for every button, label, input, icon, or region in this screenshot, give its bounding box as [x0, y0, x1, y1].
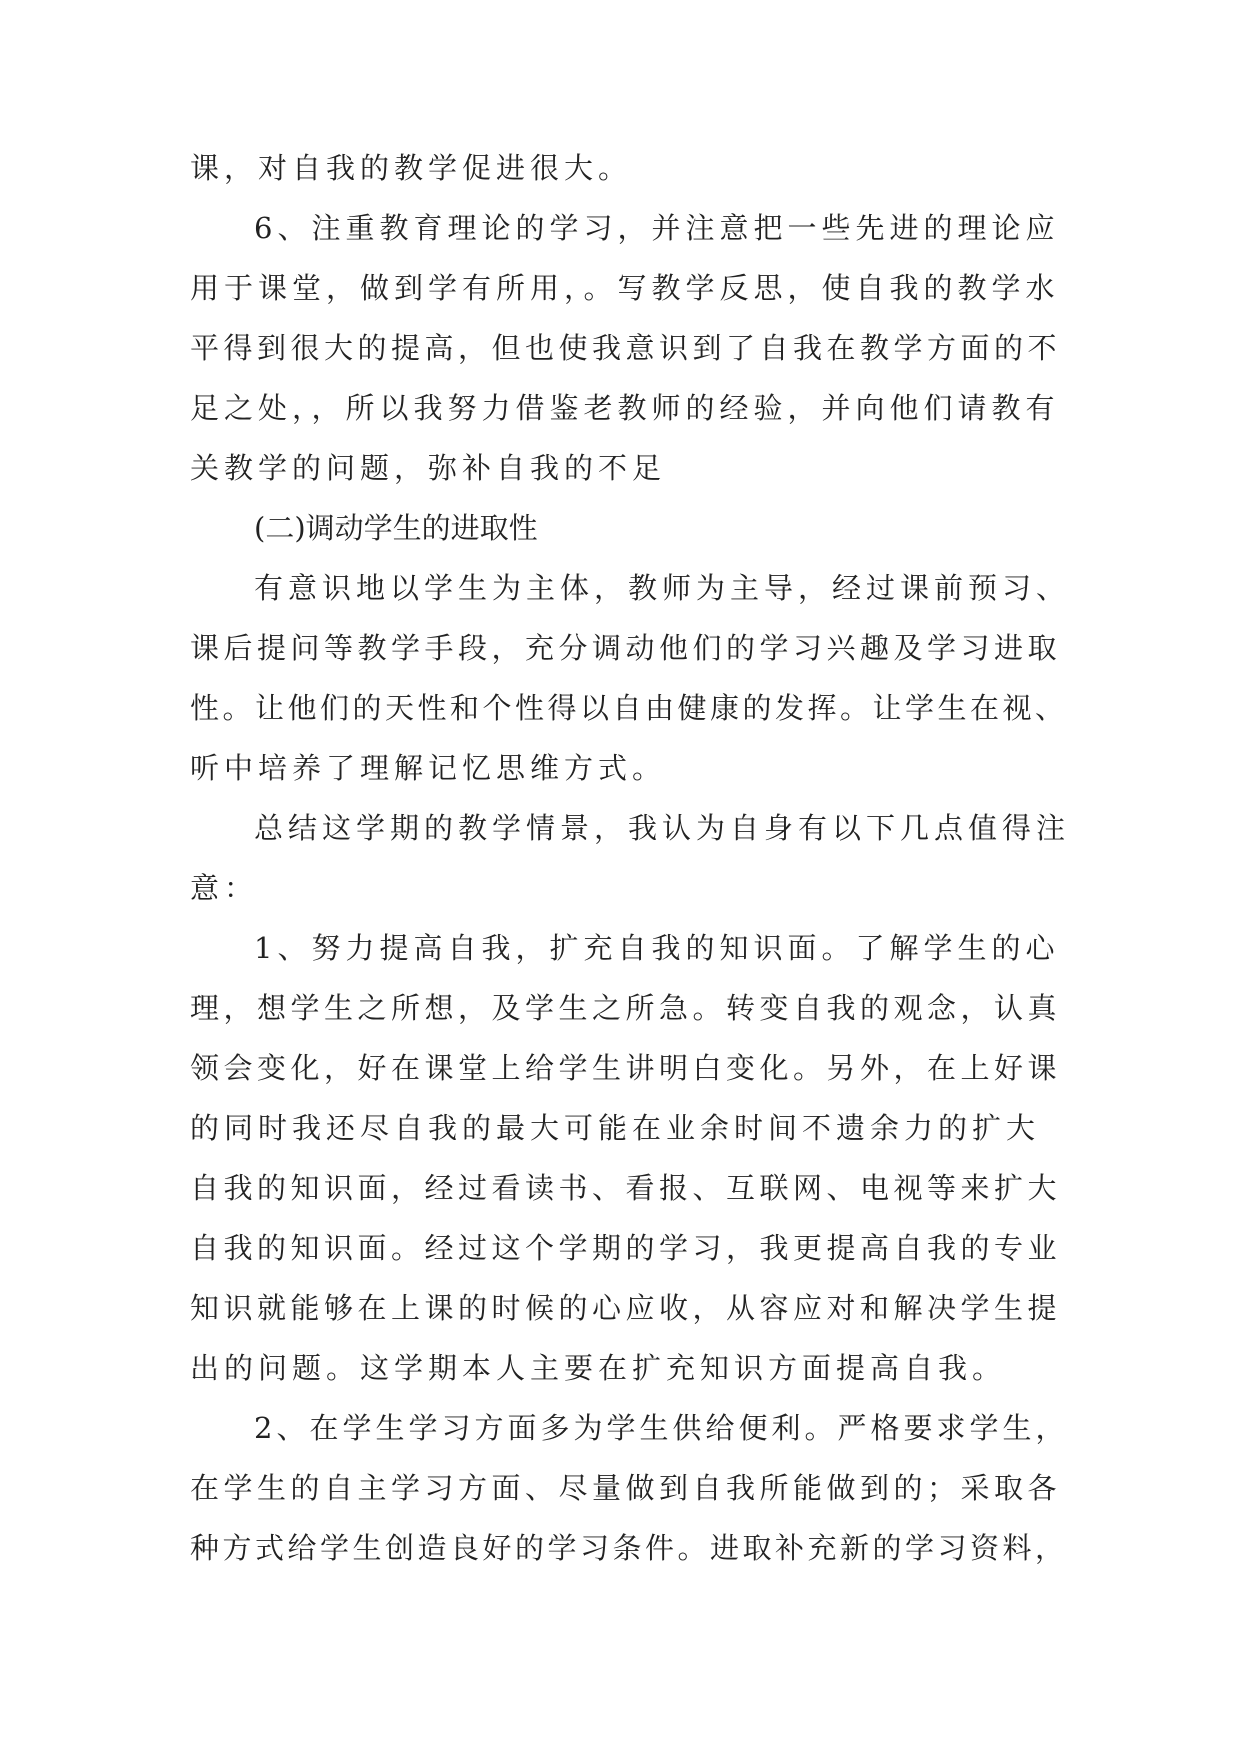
text-line-5: 足之处，，所以我努力借鉴老教师的经验，并向他们请教有 — [190, 391, 1060, 425]
text-line-9: 课后提问等教学手段，充分调动他们的学习兴趣及学习进取 — [190, 631, 1062, 665]
text-line-22: 2、在学生学习方面多为学生供给便利。严格要求学生， — [254, 1411, 1069, 1445]
text-line-23: 在学生的自主学习方面、尽量做到自我所能做到的；采取各 — [190, 1471, 1062, 1505]
text-line-13: 意： — [190, 871, 259, 905]
text-line-24: 种方式给学生创造良好的学习条件。进取补充新的学习资料， — [190, 1531, 1068, 1565]
text-line-18: 自我的知识面，经过看读书、看报、互联网、电视等来扩大 — [190, 1171, 1062, 1205]
text-line-1: 课，对自我的教学促进很大。 — [190, 151, 633, 185]
text-line-14: 1、努力提高自我，扩充自我的知识面。了解学生的心 — [254, 931, 1060, 965]
text-line-17: 的同时我还尽自我的最大可能在业余时间不遗余力的扩大 — [190, 1111, 1041, 1145]
text-line-11: 听中培养了理解记忆思维方式。 — [190, 751, 667, 785]
text-line-20: 知识就能够在上课的时候的心应收，从容应对和解决学生提 — [190, 1291, 1062, 1325]
text-line-2: 6、注重教育理论的学习，并注意把一些先进的理论应 — [254, 211, 1060, 245]
text-line-6: 关教学的问题，弥补自我的不足 — [190, 451, 667, 485]
text-line-8: 有意识地以学生为主体，教师为主导，经过课前预习、 — [254, 571, 1071, 605]
text-line-16: 领会变化，好在课堂上给学生讲明白变化。另外，在上好课 — [190, 1051, 1062, 1085]
text-line-21: 出的问题。这学期本人主要在扩充知识方面提高自我。 — [190, 1351, 1007, 1385]
text-line-10: 性。让他们的天性和个性得以自由健康的发挥。让学生在视、 — [190, 691, 1068, 725]
text-line-19: 自我的知识面。经过这个学期的学习，我更提高自我的专业 — [190, 1231, 1062, 1265]
text-line-12: 总结这学期的教学情景，我认为自身有以下几点值得注 — [254, 811, 1071, 845]
text-line-3: 用于课堂，做到学有所用，。写教学反思，使自我的教学水 — [190, 271, 1060, 305]
section-heading: (二)调动学生的进取性 — [254, 511, 538, 545]
text-line-15: 理，想学生之所想，及学生之所急。转变自我的观念，认真 — [190, 991, 1062, 1025]
text-line-4: 平得到很大的提高，但也使我意识到了自我在教学方面的不 — [190, 331, 1062, 365]
